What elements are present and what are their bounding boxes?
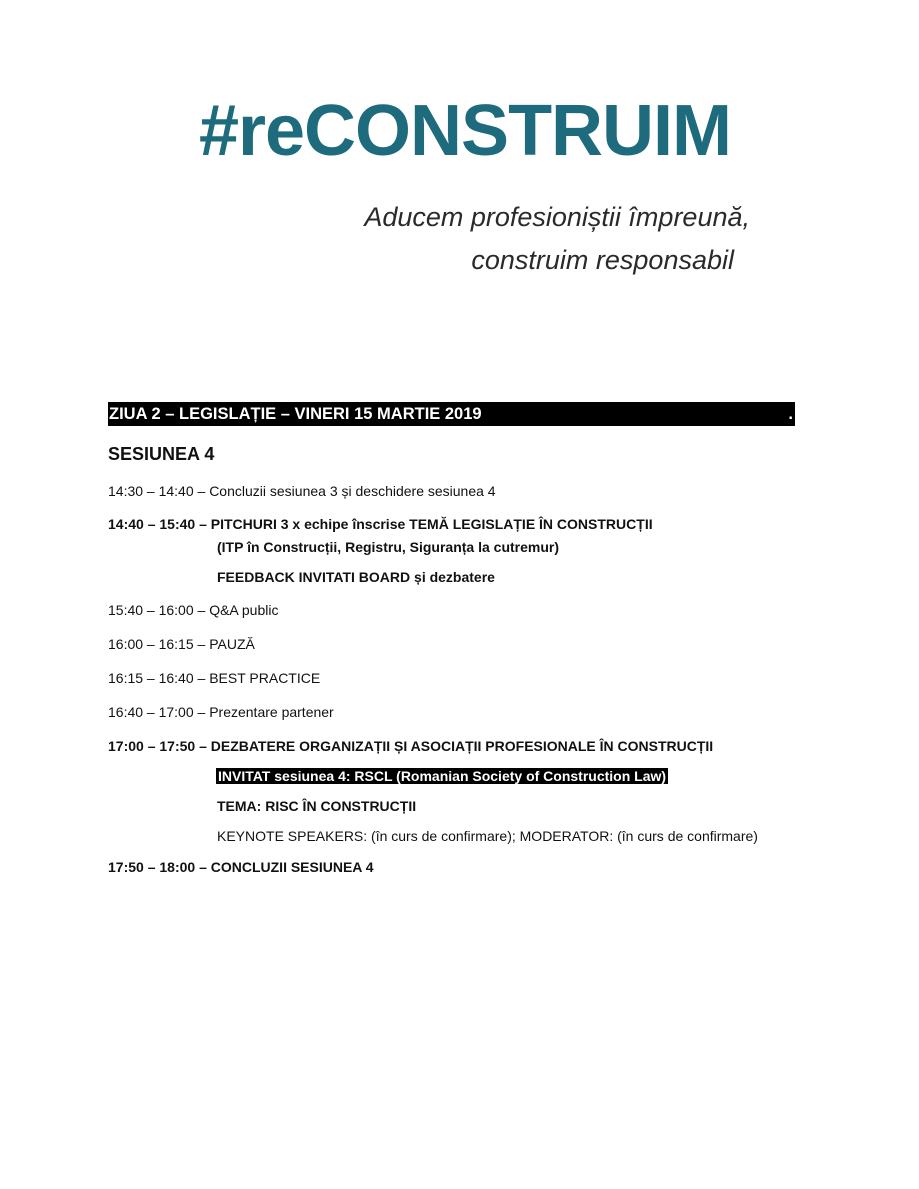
day-banner-text: ZIUA 2 – LEGISLAȚIE – VINERI 15 MARTIE 2019 (109, 405, 482, 423)
day-banner-dot: . (788, 405, 793, 423)
agenda-subitem: KEYNOTE SPEAKERS: (în curs de confirmare); MODERATOR: (în curs de confirmare) (217, 828, 758, 844)
session-title: SESIUNEA 4 (108, 444, 215, 464)
agenda-subitem: (ITP în Construcții, Registru, Siguranța la cutremur) (217, 539, 560, 555)
tagline-line-1: Aducem profesioniștii împreună, (364, 202, 750, 232)
day-banner (108, 402, 795, 426)
agenda-item: 15:40 – 16:00 – Q&A public (108, 602, 279, 618)
tagline-line-2: construim responsabil (471, 245, 734, 275)
agenda-subitem: TEMA: RISC ÎN CONSTRUCȚII (217, 798, 417, 814)
agenda-item: 16:00 – 16:15 – PAUZĂ (108, 636, 255, 652)
agenda-item: 16:40 – 17:00 – Prezentare partener (108, 704, 334, 720)
event-logo: #reCONSTRUIM (198, 91, 732, 171)
guest-highlight (217, 766, 668, 786)
guest-highlight-text: INVITAT sesiunea 4: RSCL (Romanian Society of Construction Law) (218, 768, 667, 784)
agenda-item: 17:00 – 17:50 – DEZBATERE ORGANIZAȚII ȘI ASOCIAȚII PROFESIONALE ÎN CONSTRUCȚII (108, 738, 714, 754)
agenda-item: 16:15 – 16:40 – BEST PRACTICE (108, 670, 321, 686)
agenda-item: 14:30 – 14:40 – Concluzii sesiunea 3 și deschidere sesiunea 4 (108, 483, 496, 499)
agenda-item: 14:40 – 15:40 – PITCHURI 3 x echipe înscrise TEMĂ LEGISLAȚIE ÎN CONSTRUCȚII (108, 516, 653, 532)
agenda-item: 17:50 – 18:00 – CONCLUZII SESIUNEA 4 (108, 859, 374, 875)
agenda-subitem: FEEDBACK INVITATI BOARD și dezbatere (217, 569, 495, 585)
